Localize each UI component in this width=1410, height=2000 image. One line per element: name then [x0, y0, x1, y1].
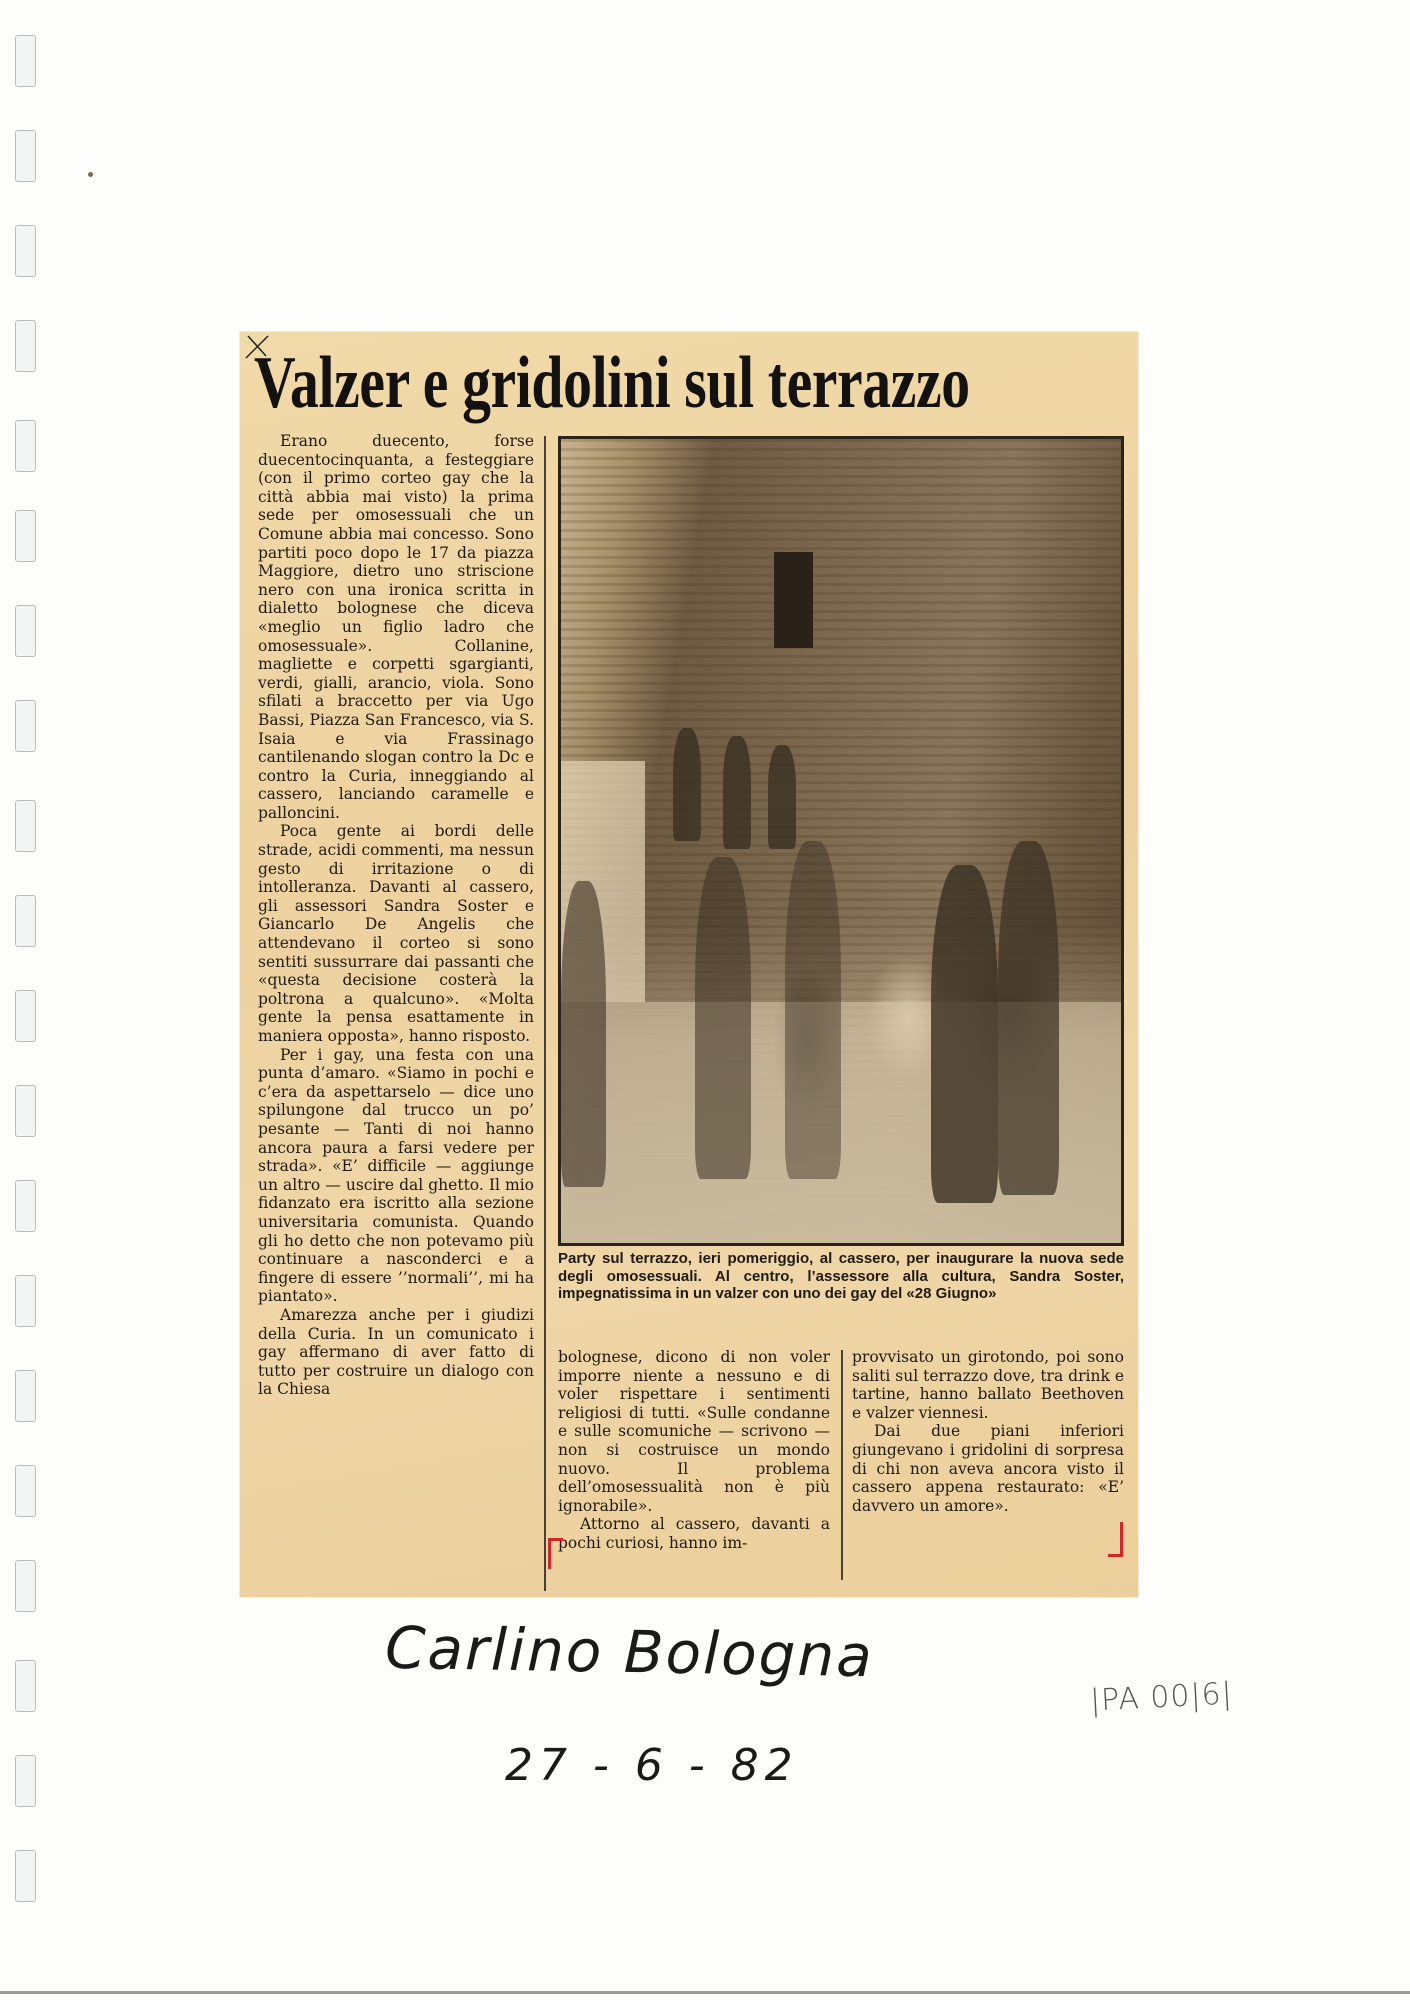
binder-hole [15, 1560, 36, 1612]
photo-figure [695, 857, 751, 1179]
binder-hole [15, 1850, 36, 1902]
red-start-bracket [548, 1538, 563, 1569]
binder-hole [15, 1275, 36, 1327]
newspaper-clipping [240, 332, 1138, 1597]
paragraph: bolognese, dicono di non voler imporre niente a nessuno e di voler rispettare i sentimenti religiosi di tutti. «Sulle condanne e sulle scomuniche — scrivono — non si costruisce un mondo nuovo. Il problema dell’omosessualità non è più ignorabile». [558, 1348, 830, 1515]
photo-figure [561, 881, 606, 1187]
paragraph: Poca gente ai bordi delle strade, acidi commenti, ma nessun gesto di irritazione o di intolleranza. Davanti al cassero, gli assessori Sandra Soster e Giancarlo De Angelis che attendevano il corteo si sono sentiti sussurrare dai passanti che «questa decisione costerà la poltrona a qualcuno». «Molta gente la pensa esattamente in maniera opposta», hanno risposto. [258, 822, 534, 1045]
paragraph: Amarezza anche per i giudizi della Curia. In un comunicato i gay affermano di aver fatto di tutto per costruire un dialogo con la Chiesa [258, 1305, 534, 1399]
paragraph: Attorno al cassero, davanti a pochi curiosi, hanno im- [558, 1515, 830, 1552]
article-column-3 [852, 1348, 1124, 1515]
binder-hole [15, 320, 36, 372]
photo-figure [998, 841, 1060, 1195]
paragraph: Per i gay, una festa con una punta d’amaro. «Siamo in pochi e c’era da aspettarselo — dice uno spilungone dal trucco un po’ pesante — Tanti di noi hanno ancora paura a farsi vedere per strada». «E’ difficile — aggiunge un altro — uscire dal ghetto. Il mio fidanzato era iscritto alla sezione universitaria comunista. Quando gli ho detto che non potevamo più continuare a nasconderci e a fingere di essere ’’normali’’, mi ha piantato». [258, 1045, 534, 1306]
binder-hole [15, 510, 36, 562]
photo-doorway [774, 552, 813, 648]
paragraph: Erano duecento, forse duecentocinquanta, a festeggiare (con il primo corteo gay che la città abbia mai visto) la prima sede per omosessuali che un Comune abbia mai concesso. Sono partiti poco dopo le 17 da piazza Maggiore, dietro uno striscione nero con una ironica scritta in dialetto bolognese che diceva «meglio un figlio ladro che omosessuale». Collanine, magliette e corpetti sgargianti, verdi, gialli, arancio, viola. Sono sfilati a braccetto per via Ugo Bassi, Piazza San Francesco, via S. Isaia e via Frassinago cantilenando slogan contro la Dc e contro la Curia, inneggiando al cassero, lanciando caramelle e palloncini. [258, 432, 534, 822]
page-bottom-edge [0, 1991, 1410, 1994]
binder-hole [15, 1465, 36, 1517]
binder-hole [15, 1180, 36, 1232]
binder-hole [15, 700, 36, 752]
handwritten-date: 27 - 6 - 82 [505, 1740, 799, 1791]
photo-figure [723, 736, 751, 849]
binder-hole [15, 605, 36, 657]
handwritten-archive-code: |PA 00|6| [1089, 1676, 1234, 1719]
binder-hole [15, 1755, 36, 1807]
paragraph: Dai due piani inferiori giungevano i gridolini di sorpresa di chi non aveva ancora visto il cassero appena restaurato: «E’ davvero un amore». [852, 1422, 1124, 1515]
red-end-bracket [1108, 1522, 1123, 1557]
article-photo [558, 436, 1124, 1246]
article-column-1 [258, 432, 534, 1399]
photo-figure [931, 865, 998, 1203]
binder-hole [15, 1660, 36, 1712]
handwritten-source: Carlino Bologna [384, 1613, 875, 1691]
binder-hole [15, 225, 36, 277]
article-column-2 [558, 1348, 830, 1553]
binder-hole [15, 420, 36, 472]
column-divider [841, 1350, 843, 1580]
binder-hole [15, 130, 36, 182]
binder-hole [15, 1085, 36, 1137]
photo-figure [768, 745, 796, 850]
binder-hole [15, 990, 36, 1042]
paragraph: provvisato un girotondo, poi sono saliti sul terrazzo dove, tra drink e tartine, hanno ballato Beethoven e valzer viennesi. [852, 1348, 1124, 1422]
photo-caption: Party sul terrazzo, ieri pomeriggio, al cassero, per inaugurare la nuova sede degli omosessuali. Al centro, l’assessore alla cultura, Sandra Soster, impegnatissima in un valzer con uno dei gay del «28 Giugno» [558, 1250, 1124, 1302]
article-headline: Valzer e gridolini sul terrazzo [254, 342, 970, 424]
binder-hole [15, 1370, 36, 1422]
photo-figure [785, 841, 841, 1179]
binder-hole [15, 800, 36, 852]
photo-figure [673, 728, 701, 841]
column-divider [544, 436, 546, 1591]
binder-hole [15, 895, 36, 947]
binder-hole [15, 35, 36, 87]
paper-speck [88, 172, 93, 177]
